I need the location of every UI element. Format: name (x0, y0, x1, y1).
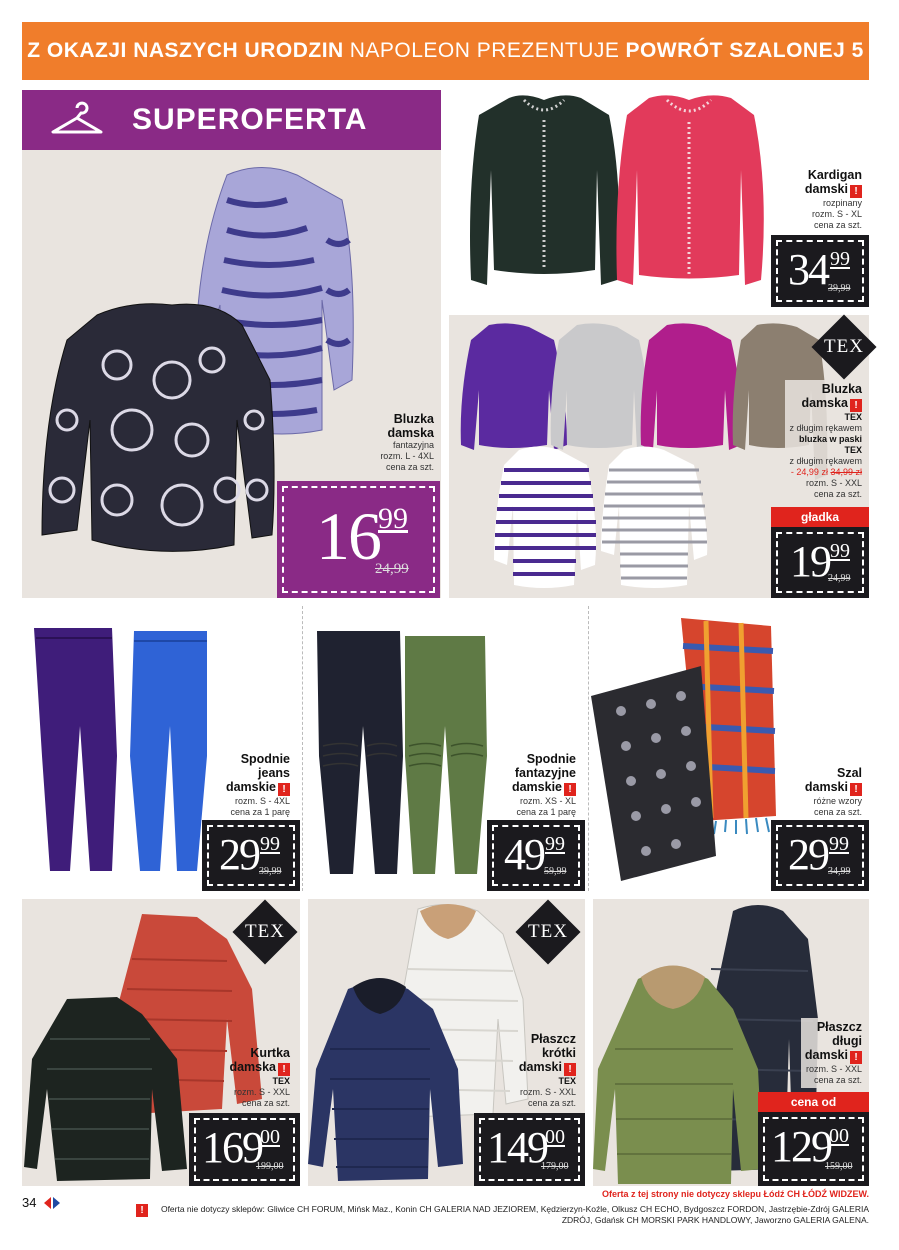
price-cents: 99 (378, 502, 408, 535)
product-name: Spodnie (240, 752, 290, 766)
product-name: Bluzka (821, 382, 862, 396)
footer-note-stores-text: Oferta nie dotyczy sklepów: Gliwice CH FORUM, Mińsk Maz., Konin CH GALERIA NAD JEZIOREM, Kędzierzyn-Koźle, Olkusz CH ECHO, Bydgoszcz FORDON, Jastrzębie-Zdrój GALERIA ZDRÓJ, Gdańsk CH MORSKI PARK HANDLOWY, Jaworzno GALERIA GALENA. (160, 1204, 869, 1225)
product-unit: cena za 1 parę (230, 807, 290, 817)
price-main: 149 (487, 1123, 547, 1172)
product-detail: fantazyjna (392, 440, 434, 450)
footer-page-info (22, 1195, 62, 1210)
price-main: 19 (790, 537, 830, 586)
price-cents: 00 (260, 1126, 280, 1148)
product-tex: TEX (272, 1076, 290, 1086)
product-name: Płaszcz (530, 1032, 576, 1046)
product-name-2: damski (804, 780, 848, 794)
desc-bluzka-tex (785, 380, 862, 502)
price-old: 179,00 (541, 1161, 569, 1172)
product-tex: TEX (558, 1076, 576, 1086)
product-detail-2: z długim rękawem (789, 456, 862, 466)
product-name: Płaszcz (816, 1020, 862, 1034)
price-old: 39,99 (259, 866, 282, 877)
price-old: 24,99 (375, 561, 409, 577)
desc-spodnie-fantazyjne (512, 752, 576, 818)
price-old: 24,99 (828, 573, 851, 584)
price-old: 59,99 (544, 866, 567, 877)
price-main: 34 (788, 245, 828, 294)
exclamation-icon: ! (850, 185, 862, 198)
price-cents: 00 (545, 1126, 565, 1148)
product-variant: bluzka w paski (798, 434, 862, 444)
product-unit: cena za szt. (813, 1075, 862, 1085)
product-name-2: damski (804, 182, 848, 196)
price-cents: 99 (545, 833, 565, 855)
product-name: Bluzka (393, 412, 434, 426)
product-name-2: krótki (541, 1046, 576, 1060)
desc-kardigan (805, 168, 862, 231)
price-tag-kardigan (771, 235, 869, 307)
price-tag-szal (771, 820, 869, 891)
exclamation-icon: ! (564, 783, 576, 796)
product-name-3: damskie (511, 780, 562, 794)
exclamation-icon: ! (850, 399, 862, 412)
superoferta-label: SUPEROFERTA (132, 103, 368, 136)
product-size: rozm. XS - XL (519, 796, 576, 806)
price-main: 29 (788, 830, 828, 879)
price-cents: 99 (260, 833, 280, 855)
product-size: rozm. S - XXL (805, 1064, 862, 1074)
paisley-top-illustration (42, 304, 274, 552)
product-name-3: damski (518, 1060, 562, 1074)
price-tag-bluzka-superoferta (277, 481, 440, 598)
exclamation-icon: ! (136, 1204, 148, 1217)
page-number: 34 (22, 1195, 37, 1210)
product-tex-2: TEX (844, 445, 862, 455)
product-name-2: jeans (258, 766, 290, 780)
product-name-2: damska (387, 426, 434, 440)
footer-note-stores (136, 1204, 869, 1226)
divider (588, 606, 589, 891)
price-tag-spodnie-fantazyjne (487, 820, 585, 891)
desc-szal (805, 766, 862, 818)
variant-old-price: 34,99 zł (830, 467, 862, 477)
product-name-3: damskie (225, 780, 276, 794)
price-tag-jeans (202, 820, 300, 891)
product-name-2: długi (832, 1034, 862, 1048)
desc-jeans (226, 752, 290, 818)
product-unit: cena za szt. (813, 489, 862, 499)
product-unit: cena za 1 parę (516, 807, 576, 817)
price-main: 16 (316, 498, 380, 574)
product-detail: rozpinany (822, 198, 862, 208)
tag-cena-od: cena od (758, 1092, 869, 1112)
banner-part1: Z OKAZJI NASZYCH URODZIN (27, 39, 344, 62)
product-name-2: damska (229, 1060, 276, 1074)
product-unit: cena za szt. (813, 220, 862, 230)
product-detail: różne wzory (813, 796, 862, 806)
tex-badge-plaszcz-krotki: TEX (515, 899, 580, 964)
price-cents: 99 (830, 248, 850, 270)
product-size: rozm. L - 4XL (380, 451, 434, 461)
tag-gladka: gładka (771, 507, 869, 527)
product-name-3: damski (804, 1048, 848, 1062)
desc-kurtka (229, 1046, 290, 1109)
price-tag-plaszcz-krotki (474, 1113, 585, 1186)
exclamation-icon: ! (278, 1063, 290, 1076)
price-tag-kurtka (189, 1113, 300, 1186)
top-banner (22, 22, 869, 80)
tex-badge-kurtka: TEX (232, 899, 297, 964)
product-name-2: fantazyjne (514, 766, 576, 780)
striped-top-grey (601, 447, 707, 589)
price-cents: 99 (830, 540, 850, 562)
desc-plaszcz-krotki (519, 1032, 576, 1109)
footer-note-lodz: Oferta z tej strony nie dotyczy sklepu Łódź CH ŁÓDŹ WIDZEW. (601, 1189, 869, 1199)
product-name: Kardigan (807, 168, 862, 182)
divider (302, 606, 303, 891)
product-size: rozm. S - XXL (519, 1087, 576, 1097)
exclamation-icon: ! (564, 1063, 576, 1076)
product-detail: z długim rękawem (789, 423, 862, 433)
banner-part2: NAPOLEON PREZENTUJE (349, 39, 620, 62)
variant-price: - 24,99 zł (790, 467, 828, 477)
carrefour-logo-icon (42, 1196, 62, 1210)
exclamation-icon: ! (850, 783, 862, 796)
price-old: 199,00 (256, 1161, 284, 1172)
price-main: 49 (504, 830, 544, 879)
product-unit: cena za szt. (527, 1098, 576, 1108)
price-main: 169 (202, 1123, 262, 1172)
product-tex: TEX (844, 412, 862, 422)
price-main: 129 (771, 1122, 831, 1171)
product-name: Kurtka (250, 1046, 290, 1060)
product-name: Spodnie (526, 752, 576, 766)
product-size: rozm. S - XL (811, 209, 862, 219)
exclamation-icon: ! (850, 1051, 862, 1064)
desc-bluzka-superoferta (380, 412, 434, 473)
banner-part3: POWRÓT SZALONEJ 5 (625, 39, 864, 62)
price-tag-plaszcz-dlugi (758, 1112, 869, 1186)
price-cents: 99 (829, 833, 849, 855)
price-old: 159,00 (825, 1161, 853, 1172)
superoferta-banner (22, 90, 441, 150)
tex-badge-bluzka: TEX (811, 314, 876, 379)
exclamation-icon: ! (278, 783, 290, 796)
product-name-2: damska (801, 396, 848, 410)
product-size: rozm. S - 4XL (234, 796, 290, 806)
price-cents: 00 (829, 1125, 849, 1147)
price-old: 39,99 (828, 283, 851, 294)
product-unit: cena za szt. (385, 462, 434, 472)
product-name: Szal (836, 766, 862, 780)
hanger-icon (22, 90, 132, 150)
product-size: rozm. S - XXL (805, 478, 862, 488)
price-tag-bluzka-tex (771, 527, 869, 598)
price-old: 34,99 (828, 866, 851, 877)
price-main: 29 (219, 830, 259, 879)
striped-top-purple (494, 447, 596, 589)
product-unit: cena za szt. (813, 807, 862, 817)
desc-plaszcz-dlugi (801, 1018, 862, 1088)
product-unit: cena za szt. (241, 1098, 290, 1108)
product-size: rozm. S - XXL (233, 1087, 290, 1097)
